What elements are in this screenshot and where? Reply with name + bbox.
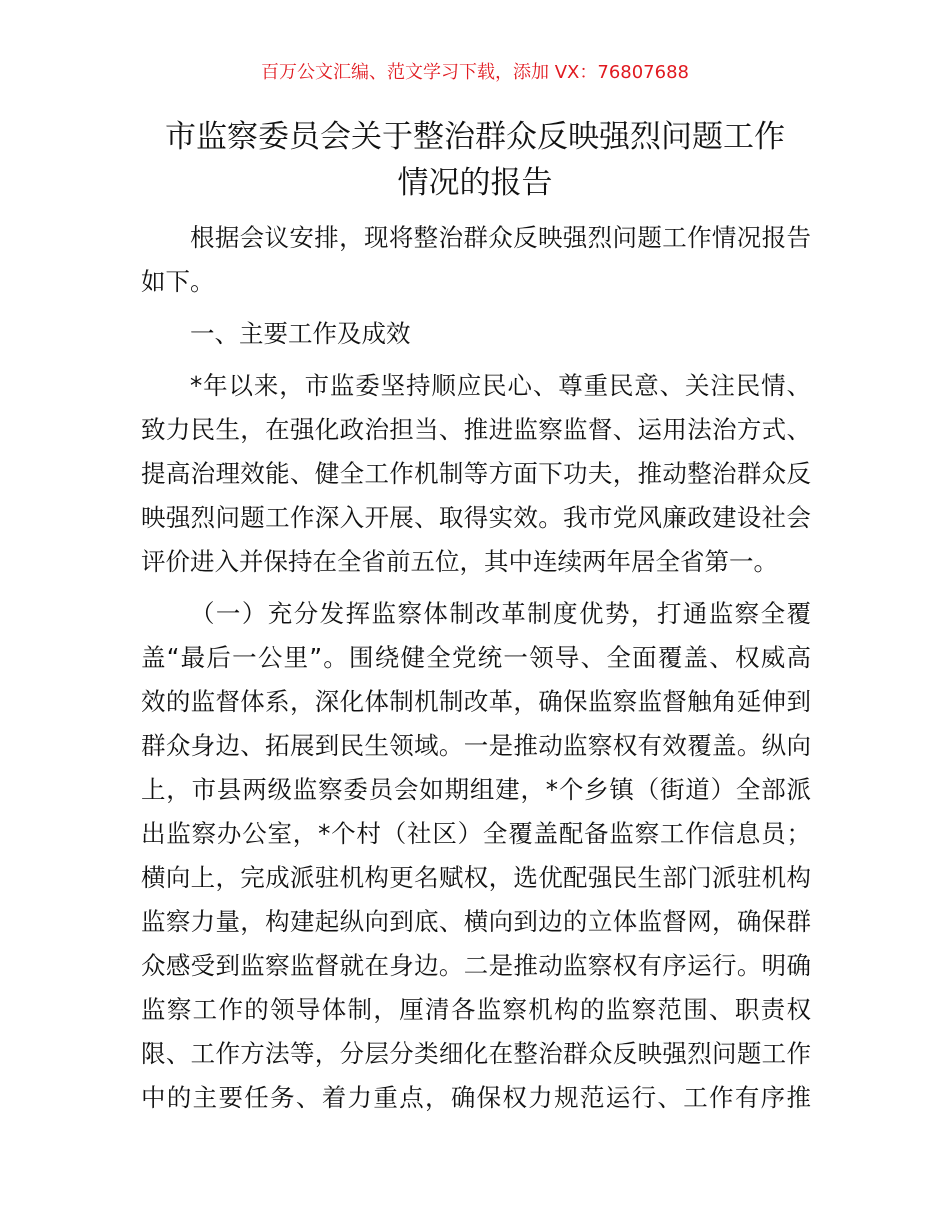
title-line: 情况的报告: [397, 165, 553, 201]
text-line: 限、工作方法等，分层分类细化在整治群众反映强烈问题工作: [141, 1039, 811, 1068]
text-line: 一、主要工作及成效: [190, 319, 411, 348]
text-line: *年以来，市监委坚持顺应民心、尊重民意、关注民情、: [190, 371, 811, 400]
text-line: 评价进入并保持在全省前五位，其中连续两年居全省第一。: [141, 547, 778, 576]
text-line: 出监察办公室，*个村（社区）全覆盖配备监察工作信息员；: [141, 819, 811, 848]
section-heading: [141, 312, 811, 356]
text-line: 众感受到监察监督就在身边。二是推动监察权有序运行。明确: [141, 951, 811, 980]
paragraph: [141, 364, 811, 584]
text-line: 效的监督体系，深化体制机制改革，确保监察监督触角延伸到: [141, 687, 811, 716]
text-line: 映强烈问题工作深入开展、取得实效。我市党风廉政建设社会: [141, 503, 811, 532]
document-title: [120, 114, 830, 206]
text-line: 盖“最后一公里”。围绕健全党统一领导、全面覆盖、权威高: [141, 643, 811, 672]
text-line: 根据会议安排，现将整治群众反映强烈问题工作情况报告: [190, 223, 811, 252]
text-line: 监察工作的领导体制，厘清各监察机构的监察范围、职责权: [141, 995, 811, 1024]
text-line: （一）充分发挥监察体制改革制度优势，打通监察全覆: [190, 599, 811, 628]
paragraph: [141, 592, 811, 1120]
paragraph: [141, 216, 811, 304]
text-line: 致力民生，在强化政治担当、推进监察监督、运用法治方式、: [141, 415, 811, 444]
text-line: 中的主要任务、着力重点，确保权力规范运行、工作有序推: [141, 1083, 811, 1112]
text-line: 群众身边、拓展到民生领域。一是推动监察权有效覆盖。纵向: [141, 731, 811, 760]
text-line: 监察力量，构建起纵向到底、横向到边的立体监督网，确保群: [141, 907, 811, 936]
text-line: 上，市县两级监察委员会如期组建，*个乡镇（街道）全部派: [141, 775, 811, 804]
document-body: [141, 216, 811, 1128]
text-line: 如下。: [141, 267, 215, 296]
text-line: 提高治理效能、健全工作机制等方面下功夫，推动整治群众反: [141, 459, 811, 488]
text-line: 横向上，完成派驻机构更名赋权，选优配强民生部门派驻机构: [141, 863, 811, 892]
title-line: 市监察委员会关于整治群众反映强烈问题工作: [165, 119, 785, 155]
watermark-banner: 百万公文汇编、范文学习下载，添加 VX：76807688: [261, 62, 689, 83]
